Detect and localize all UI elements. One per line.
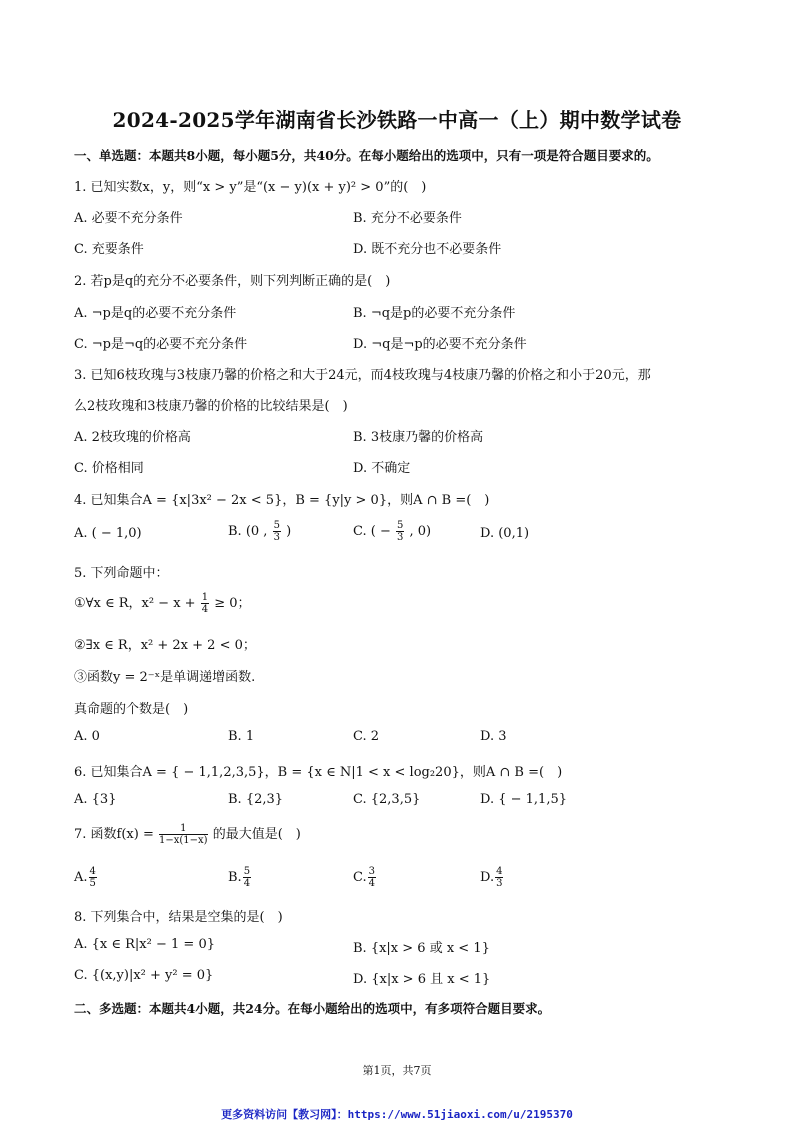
q5-proposition-2: ②∃x ∈ R，x² + 2x + 2 < 0； [74, 638, 256, 653]
q4-option-b[interactable] [228, 520, 291, 543]
q5-option-b[interactable]: B. 1 [228, 729, 255, 744]
q5-ask: 真命题的个数是( ) [74, 702, 189, 717]
q5-option-c[interactable]: C. 2 [353, 729, 380, 744]
page-footer: 第1页，共7页 [362, 1064, 432, 1077]
q8-option-a[interactable]: A. {x ∈ R|x² − 1 = 0} [74, 937, 215, 952]
q7-option-c[interactable]: C. $\frac{3}{4}$ [353, 866, 375, 889]
question-5-stem: 5. 下列命题中： [74, 566, 169, 581]
page-title: 2024-2025学年湖南省长沙铁路一中高一（上）期中数学试卷 [112, 108, 682, 132]
fraction: $\frac{1}{1-x(1-x)}$ [159, 823, 208, 846]
q4-option-b-prefix: B. (0 , [228, 524, 268, 539]
q5-option-d[interactable]: D. 3 [480, 729, 507, 744]
q5-proposition-1: ①∀x ∈ R，x² − x + $\frac{1}{4}$ ≥ 0； [74, 592, 251, 615]
question-6-stem: 6. 已知集合A = { − 1,1,2,3,5}，B = {x ∈ N|1 < x < log₂20}，则A ∩ B =( ) [74, 765, 563, 780]
question-7-stem: 7. 函数f(x) = $\frac{1}{1-x(1-x)}$ 的最大值是( ) [74, 823, 301, 846]
q1-option-b[interactable]: B. 充分不必要条件 [353, 211, 462, 226]
q2-option-a[interactable]: A. ¬p是q的必要不充分条件 [74, 306, 237, 321]
q3-option-d[interactable]: D. 不确定 [353, 461, 411, 476]
q6-option-a[interactable]: A. {3} [74, 792, 117, 807]
q6-option-c[interactable]: C. {2,3,5} [353, 792, 421, 807]
section-heading-single-choice: 一、单选题：本题共8小题，每小题5分，共40分。在每小题给出的选项中，只有一项是符合题目要求的。 [74, 148, 659, 163]
q6-option-d[interactable]: D. { − 1,1,5} [480, 792, 568, 807]
question-8-stem: 8. 下列集合中，结果是空集的是( ) [74, 910, 283, 925]
q5-option-a[interactable]: A. 0 [74, 729, 100, 744]
q1-option-d[interactable]: D. 既不充分也不必要条件 [353, 242, 502, 257]
question-1-stem: 1. 已知实数x，y，则“x > y”是“(x − y)(x + y)² > 0”的( ) [74, 180, 427, 195]
question-4-stem: 4. 已知集合A = {x|3x² − 2x < 5}，B = {y|y > 0}，则A ∩ B =( ) [74, 493, 490, 508]
q7-option-d[interactable]: D. $\frac{4}{3}$ [480, 866, 503, 889]
q4-option-c[interactable] [353, 520, 431, 543]
q3-option-b[interactable]: B. 3枝康乃馨的价格高 [353, 430, 484, 445]
fraction: $\frac{5}{3}$ [273, 520, 280, 543]
q5-proposition-3: ③函数y = 2⁻ˣ是单调递增函数. [74, 670, 256, 685]
fraction: $\frac{4}{3}$ [496, 866, 503, 889]
q4-option-c-prefix: C. ( − [353, 524, 391, 539]
q1-option-c[interactable]: C. 充要条件 [74, 242, 144, 257]
q2-option-d[interactable]: D. ¬q是¬p的必要不充分条件 [353, 337, 527, 352]
q4-option-a[interactable]: A. ( − 1,0) [74, 526, 142, 541]
q4-option-c-suffix: , 0) [409, 524, 432, 539]
q2-option-c[interactable]: C. ¬p是¬q的必要不充分条件 [74, 337, 248, 352]
q1-option-a[interactable]: A. 必要不充分条件 [74, 211, 183, 226]
q8-option-c[interactable]: C. {(x,y)|x² + y² = 0} [74, 968, 214, 983]
q8-option-d[interactable]: D. {x|x > 6 且 x < 1} [353, 972, 491, 987]
question-3-stem-line1: 3. 已知6枝玫瑰与3枝康乃馨的价格之和大于24元，而4枝玫瑰与4枝康乃馨的价格之和小于20元，那 [74, 368, 651, 383]
q3-option-a[interactable]: A. 2枝玫瑰的价格高 [74, 430, 191, 445]
promo-link[interactable]: 更多资料访问【教习网】：https://www.51jiaoxi.com/u/2195370 [221, 1108, 573, 1121]
fraction: $\frac{4}{5}$ [89, 866, 96, 889]
q3-option-c[interactable]: C. 价格相同 [74, 461, 144, 476]
q2-option-b[interactable]: B. ¬q是p的必要不充分条件 [353, 306, 516, 321]
section-heading-multiple-choice: 二、多选题：本题共4小题，共24分。在每小题给出的选项中，有多项符合题目要求。 [74, 1001, 551, 1016]
q4-option-d[interactable]: D. (0,1) [480, 526, 530, 541]
question-3-stem-line2: 么2枝玫瑰和3枝康乃馨的价格的比较结果是( ) [74, 399, 348, 414]
q8-option-b[interactable]: B. {x|x > 6 或 x < 1} [353, 941, 490, 956]
fraction: $\frac{3}{4}$ [368, 866, 375, 889]
fraction: $\frac{1}{4}$ [201, 592, 209, 615]
q4-option-b-suffix: ) [286, 524, 292, 539]
q7-option-a[interactable]: A. $\frac{4}{5}$ [74, 866, 96, 889]
q7-option-b[interactable]: B. $\frac{5}{4}$ [228, 866, 251, 889]
question-2-stem: 2. 若p是q的充分不必要条件，则下列判断正确的是( ) [74, 274, 391, 289]
q6-option-b[interactable]: B. {2,3} [228, 792, 284, 807]
fraction: $\frac{5}{4}$ [243, 866, 251, 889]
fraction: $\frac{5}{3}$ [397, 520, 404, 543]
